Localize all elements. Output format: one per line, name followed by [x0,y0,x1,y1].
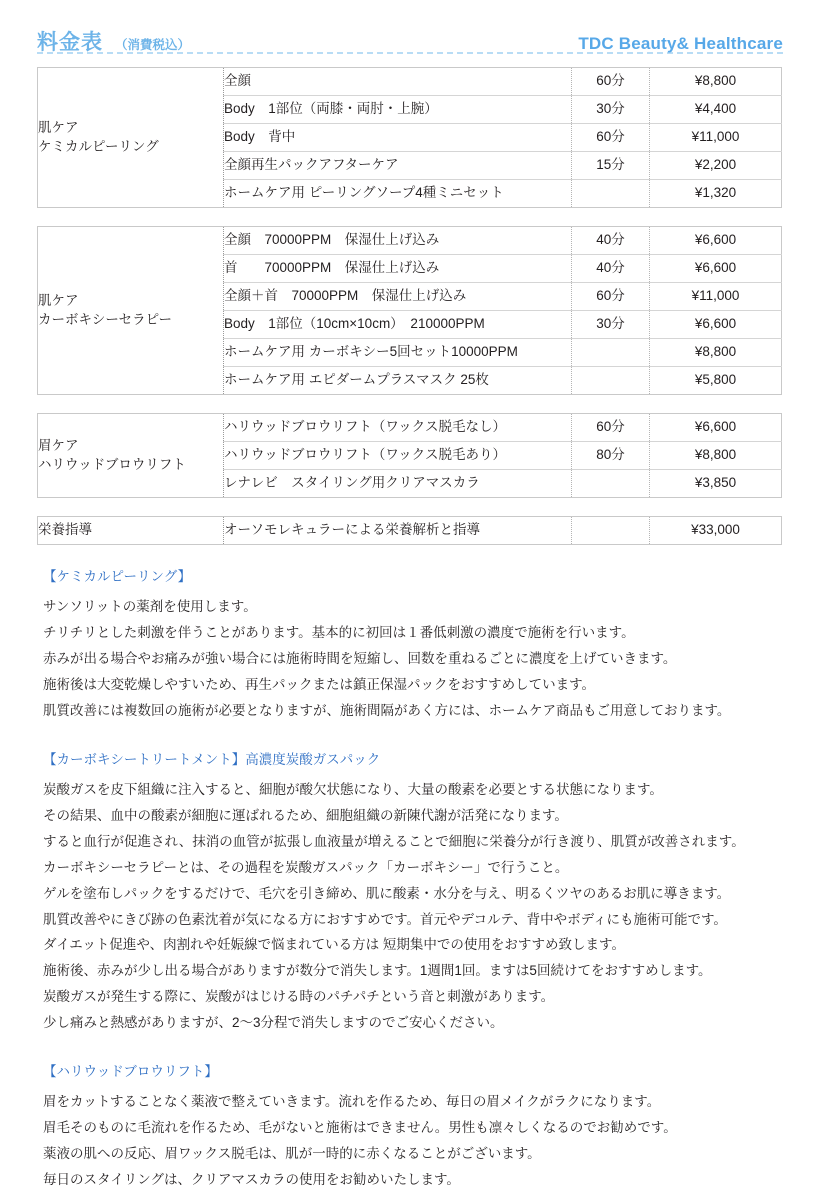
price-table [37,226,782,395]
duration-cell [572,180,650,208]
description-line: ゲルを塗布しパックをするだけで、毛穴を引き締め、肌に酸素・水分を与え、明るくツヤのあるお肌に導きます。 [43,885,731,901]
description-line: 施術後、赤みが少し出る場合がありますが数分で消失します。1週間1回。ますは5回続けてをおすすめします。 [43,963,712,979]
table-row [38,68,782,96]
duration-cell: 40分 [572,227,650,255]
duration-cell: 80分 [572,442,650,470]
description-heading: 【ケミカルピーリング】 [43,569,192,584]
price-cell: ¥33,000 [691,522,740,538]
description-block [43,567,780,724]
description-block [43,1062,780,1193]
duration-cell: 60分 [572,283,650,311]
category-cell: 眉ケア ハリウッドブロウリフト [38,414,224,498]
price-table [37,413,782,498]
duration-cell [572,367,650,395]
page-header [37,0,783,54]
page-title: 料金表 [37,31,103,54]
price-cell: ¥6,600 [650,255,782,283]
duration-cell: 60分 [572,68,650,96]
duration-cell: 30分 [572,311,650,339]
table-row [38,227,782,255]
page-subtitle: （消費税込） [115,38,191,52]
description-heading: 【カーボキシートリートメント】高濃度炭酸ガスパック [43,751,381,767]
price-cell: ¥6,600 [650,311,782,339]
description-line: カーボキシーセラピーとは、その過程を炭酸ガスパック「カーボキシー」で行うこと。 [43,859,569,875]
description-line: 眉毛そのものに毛流れを作るため、毛がないと施術はできません。男性も凛々しくなるのでお勧めです。 [43,1120,677,1136]
description-line: その結果、血中の酸素が細胞に運ばれるため、細胞組織の新陳代謝が活発になります。 [43,807,568,823]
service-name-cell: 全顔再生パックアフターケア [224,152,572,180]
description-line: 肌質改善やにきび跡の色素沈着が気になる方におすすめです。首元やデコルテ、背中やボディにも施術可能です。 [43,911,727,927]
service-name-cell: ハリウッドブロウリフト（ワックス脱毛なし） [224,414,572,442]
duration-cell: 40分 [572,255,650,283]
description-line: 赤みが出る場合やお痛みが強い場合には施術時間を短縮し、回数を重ねるごとに濃度を上げていきます。 [43,651,677,667]
description-line: すると血行が促進され、抹消の血管が拡張し血液量が増えることで細胞に栄養分が行き渡り、肌質が改善されます。 [43,833,745,849]
category-cell: 栄養指導 [38,517,224,545]
description-line: 毎日のスタイリングは、クリアマスカラの使用をお勧めいたします。 [43,1172,460,1188]
duration-cell: 60分 [572,414,650,442]
service-name-cell: ホームケア用 ピーリングソープ4種ミニセット [224,180,572,208]
category-cell: 肌ケア カーボキシーセラピー [38,227,224,395]
brand-name: TDC Beauty& Healthcare [578,34,783,53]
service-name-cell: 全顔＋首 70000PPM 保湿仕上げ込み [224,283,572,311]
description-heading: 【ハリウッドブロウリフト】 [43,1064,218,1080]
description-line: 薬液の肌への反応、眉ワックス脱毛は、肌が一時的に赤くなることがございます。 [43,1146,541,1162]
table-row [38,414,782,442]
price-tables [37,67,783,545]
service-name-cell: ホームケア用 エピダームプラスマスク 25枚 [224,367,572,395]
description-sections [43,567,780,1193]
description-line: サンソリットの薬剤を使用します。 [43,599,257,615]
category-cell: 肌ケア ケミカルピーリング [38,68,224,208]
price-cell: ¥11,000 [650,124,782,152]
description-line: チリチリとした刺激を伴うことがあります。基本的に初回は１番低刺激の濃度で施術を行います。 [43,625,635,641]
description-line: ダイエット促進や、肉割れや妊娠線で悩まれている方は 短期集中での使用をおすすめ致します。 [43,937,625,953]
duration-cell [572,339,650,367]
description-line: 炭酸ガスを皮下組織に注入すると、細胞が酸欠状態になり、大量の酸素を必要とする状態になります。 [43,782,663,798]
description-line: 炭酸ガスが発生する際に、炭酸がはじける時のパチパチという音と刺激があります。 [43,989,555,1005]
service-name-cell: 全顔 70000PPM 保湿仕上げ込み [224,227,572,255]
price-cell: ¥11,000 [650,283,782,311]
service-name-cell: Body 背中 [224,124,572,152]
price-cell: ¥6,600 [650,414,782,442]
service-name-cell: 首 70000PPM 保湿仕上げ込み [224,255,572,283]
service-name-cell: オーソモレキュラーによる栄養解析と指導 [224,517,572,545]
description-line: 眉をカットすることなく薬液で整えていきます。流れを作るため、毎日の眉メイクがラクになります。 [43,1094,661,1110]
duration-cell: 60分 [572,124,650,152]
price-table [37,516,782,545]
service-name-cell: ホームケア用 カーボキシー5回セット10000PPM [224,339,572,367]
price-cell: ¥8,800 [650,442,782,470]
price-cell: ¥4,400 [650,96,782,124]
service-name-cell: レナレビ スタイリング用クリアマスカラ [224,470,572,498]
price-cell: ¥2,200 [650,152,782,180]
description-block [43,750,780,1036]
duration-cell [572,517,650,545]
price-cell: ¥1,320 [694,185,737,201]
header-title-group [37,26,190,56]
table-row [38,517,782,545]
description-line: 少し痛みと熱感がありますが、2〜3分程で消失しますのでご安心ください。 [43,1015,504,1031]
service-name-cell: 全顔 [224,68,572,96]
service-name-cell: Body 1部位（両膝・両肘・上腕） [224,96,572,124]
description-line: 施術後は大変乾燥しやすいため、再生パックまたは鎮正保湿パックをおすすめしています。 [43,676,596,692]
description-line: 肌質改善には複数回の施術が必要となりますが、施術間隔があく方には、ホームケア商品もご用意しております。 [43,702,731,718]
duration-cell: 15分 [572,152,650,180]
price-cell: ¥6,600 [650,227,782,255]
price-table [37,67,782,208]
duration-cell: 30分 [572,96,650,124]
service-name-cell: Body 1部位（10cm×10cm） 210000PPM [224,311,572,339]
price-cell: ¥8,800 [650,68,782,96]
service-name-cell: ハリウッドブロウリフト（ワックス脱毛あり） [224,442,572,470]
price-cell: ¥5,800 [694,372,737,388]
price-cell: ¥3,850 [694,475,737,491]
duration-cell [572,470,650,498]
price-cell: ¥8,800 [650,339,782,367]
